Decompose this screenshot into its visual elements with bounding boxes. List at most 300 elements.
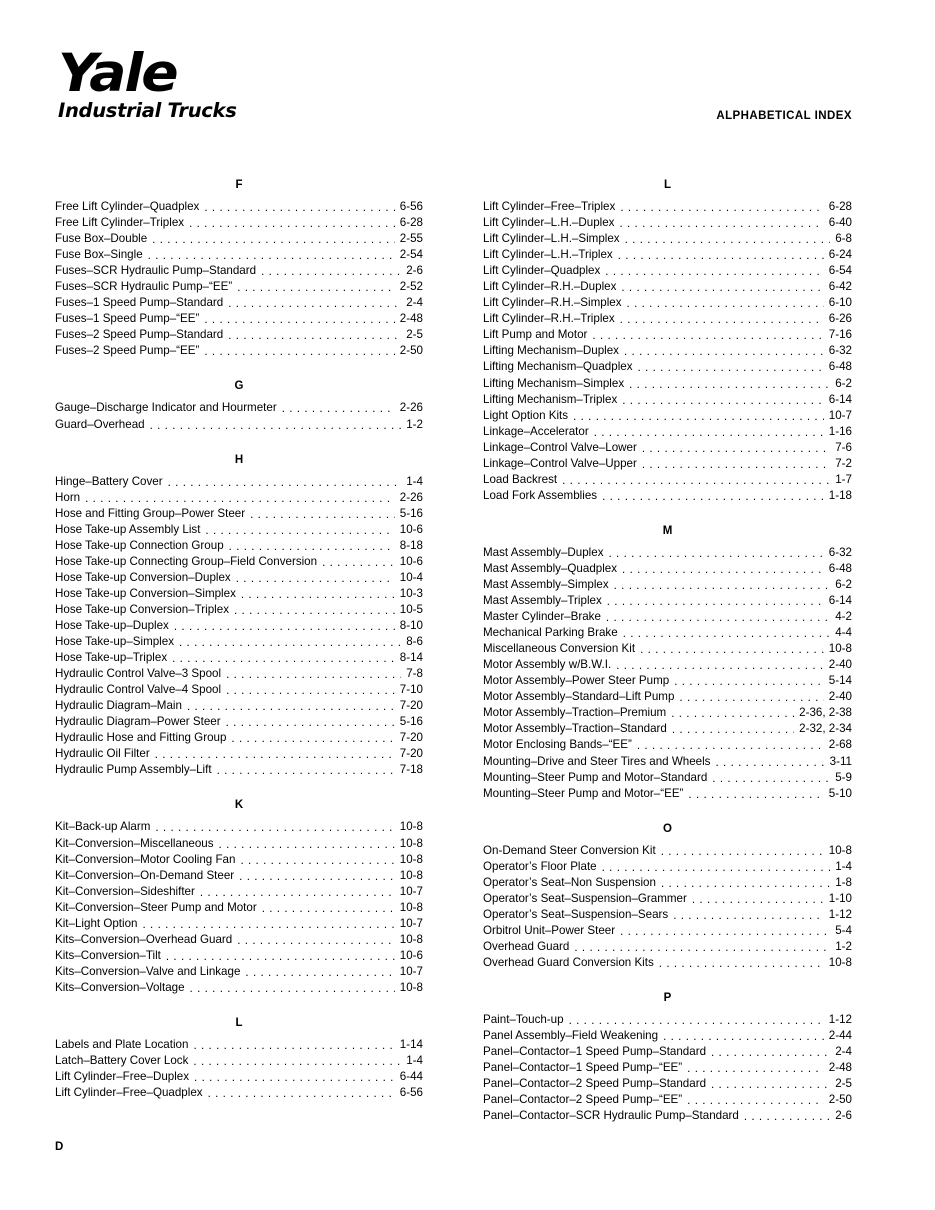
dot-leader — [642, 444, 830, 455]
index-section-g — [55, 379, 423, 432]
dot-leader — [228, 299, 401, 310]
index-entry-title: Hose Take-up–Duplex — [55, 618, 169, 632]
index-entry-title: Mounting–Steer Pump and Motor–Standard — [483, 770, 708, 784]
index-entry-page-number: 5-16 — [399, 715, 423, 729]
index-entry-page-number: 10-7 — [399, 884, 423, 898]
index-entry[interactable] — [55, 474, 423, 490]
dot-leader — [204, 347, 394, 358]
index-entry[interactable] — [55, 868, 423, 884]
index-entry[interactable] — [483, 392, 852, 408]
index-entry[interactable] — [483, 1028, 852, 1044]
index-entry[interactable] — [55, 819, 423, 835]
index-entry-title: Fuses–1 Speed Pump–“EE” — [55, 312, 200, 326]
index-entry[interactable] — [55, 964, 423, 980]
dot-leader — [155, 750, 395, 761]
index-entry[interactable] — [483, 1044, 852, 1060]
dot-leader — [226, 670, 401, 681]
index-entry-page-number: 1-12 — [828, 1013, 852, 1027]
index-entry-page-number: 2-5 — [406, 328, 423, 342]
index-entry-title: On-Demand Steer Conversion Kit — [483, 843, 656, 857]
dot-leader — [621, 283, 823, 294]
index-entry-title: Free Lift Cylinder–Triplex — [55, 216, 185, 230]
index-entry-title: Hose and Fitting Group–Power Steer — [55, 506, 246, 520]
index-entry-page-number: 6-28 — [828, 200, 852, 213]
index-entry-page-number: 10-5 — [399, 602, 423, 616]
index-entry-list — [55, 1037, 423, 1101]
dot-leader — [627, 299, 824, 310]
index-entry-title: Mast Assembly–Duplex — [483, 545, 604, 559]
index-entry[interactable] — [483, 488, 852, 504]
index-entry-page-number: 7-18 — [399, 763, 423, 777]
index-entry[interactable] — [55, 400, 423, 416]
index-entry-title: Gauge–Discharge Indicator and Hourmeter — [55, 401, 277, 415]
index-entry-title: Hydraulic Diagram–Main — [55, 699, 182, 713]
index-entry-title: Operator’s Seat–Suspension–Sears — [483, 907, 669, 921]
index-entry-title: Lift Cylinder–L.H.–Duplex — [483, 216, 615, 230]
index-entry-title: Horn — [55, 490, 81, 504]
index-entry-page-number: 1-2 — [406, 417, 423, 431]
index-entry[interactable] — [55, 295, 423, 311]
index-entry[interactable] — [483, 770, 852, 786]
index-entry[interactable] — [483, 561, 852, 577]
dot-leader — [638, 364, 824, 375]
index-entry[interactable] — [483, 359, 852, 375]
index-entry-page-number: 1-4 — [406, 1054, 423, 1068]
dot-leader — [687, 1096, 824, 1107]
index-entry-list — [55, 474, 423, 779]
index-entry[interactable] — [55, 666, 423, 682]
dot-leader — [711, 1048, 830, 1059]
index-entry[interactable] — [483, 424, 852, 440]
dot-leader — [609, 549, 824, 560]
index-entry[interactable] — [55, 199, 423, 215]
index-entry-title: Kit–Conversion–Steer Pump and Motor — [55, 900, 257, 914]
index-entry-list — [55, 819, 423, 996]
index-entry-page-number: 5-9 — [835, 770, 852, 784]
index-entry[interactable] — [483, 231, 852, 247]
index-entry-page-number: 10-7 — [828, 408, 852, 422]
index-entry[interactable] — [483, 472, 852, 488]
index-column-left — [55, 178, 423, 1101]
index-entry-title: Fuses–SCR Hydraulic Pump–Standard — [55, 264, 257, 278]
index-entry[interactable] — [483, 705, 852, 721]
index-entry[interactable] — [483, 907, 852, 923]
index-entry[interactable] — [483, 343, 852, 359]
index-entry-page-number: 2-6 — [835, 1109, 852, 1123]
dot-leader — [204, 315, 394, 326]
dot-leader — [190, 984, 395, 995]
dot-leader — [607, 597, 824, 608]
index-entry-page-number: 7-16 — [828, 328, 852, 342]
index-entry-page-number: 2-55 — [399, 232, 423, 246]
index-entry-page-number: 6-40 — [828, 216, 852, 230]
index-entry-page-number: 6-56 — [399, 1086, 423, 1100]
index-entry-page-number: 6-14 — [828, 392, 852, 406]
index-entry-title: Lift Cylinder–Free–Quadplex — [55, 1086, 203, 1100]
index-entry-page-number: 10-6 — [399, 554, 423, 568]
index-entry[interactable] — [483, 199, 852, 215]
index-entry[interactable] — [483, 593, 852, 609]
index-entry-title: Panel Assembly–Field Weakening — [483, 1029, 659, 1043]
dot-leader — [623, 629, 831, 640]
index-entry[interactable] — [55, 490, 423, 506]
index-entry[interactable] — [483, 1092, 852, 1108]
section-letter-heading: H — [234, 453, 244, 466]
index-entry-list — [483, 545, 852, 802]
index-entry[interactable] — [483, 295, 852, 311]
index-entry-title: Mast Assembly–Quadplex — [483, 561, 618, 575]
index-entry[interactable] — [483, 327, 852, 343]
index-entry[interactable] — [55, 948, 423, 964]
index-entry-title: Hydraulic Control Valve–3 Spool — [55, 667, 222, 681]
index-entry[interactable] — [55, 980, 423, 996]
index-entry[interactable] — [483, 625, 852, 641]
index-entry-page-number: 6-54 — [828, 264, 852, 278]
dot-leader — [671, 709, 794, 720]
index-entry-title: Fuses–2 Speed Pump–“EE” — [55, 344, 200, 358]
index-entry-title: Panel–Contactor–SCR Hydraulic Pump–Standard — [483, 1109, 739, 1123]
index-entry-page-number: 5-16 — [399, 506, 423, 520]
index-entry-title: Lift Cylinder–L.H.–Triplex — [483, 248, 613, 262]
dot-leader — [679, 693, 823, 704]
index-entry-page-number: 10-8 — [828, 955, 852, 969]
index-entry-page-number: 8-6 — [406, 635, 423, 649]
index-entry-page-number: 1-4 — [406, 474, 423, 488]
index-entry[interactable] — [483, 641, 852, 657]
index-entry-page-number: 2-68 — [828, 738, 852, 752]
dot-leader — [594, 428, 824, 439]
dot-leader — [629, 380, 830, 391]
dot-leader — [569, 1016, 824, 1027]
index-entry-list — [55, 199, 423, 359]
index-entry[interactable] — [55, 650, 423, 666]
index-entry-title: Hose Take-up Conversion–Duplex — [55, 570, 231, 584]
index-entry[interactable] — [483, 859, 852, 875]
index-entry[interactable] — [483, 456, 852, 472]
index-entry-page-number: 1-16 — [828, 424, 852, 438]
index-entry[interactable] — [55, 522, 423, 538]
index-entry-title: Kit–Conversion–Miscellaneous — [55, 836, 214, 850]
index-entry-page-number: 2-44 — [828, 1029, 852, 1043]
index-section-h — [55, 453, 423, 779]
index-entry-title: Panel–Contactor–2 Speed Pump–Standard — [483, 1077, 707, 1091]
index-entry[interactable] — [483, 843, 852, 859]
index-entry[interactable] — [55, 279, 423, 295]
dot-leader — [219, 840, 395, 851]
dot-leader — [172, 654, 395, 665]
index-entry-title: Mast Assembly–Triplex — [483, 594, 602, 608]
dot-leader — [228, 331, 401, 342]
brand-wordmark: Yale — [58, 43, 177, 104]
index-entry[interactable] — [483, 1012, 852, 1028]
index-entry-page-number: 10-3 — [399, 586, 423, 600]
index-entry[interactable] — [55, 1069, 423, 1085]
index-entry-page-number: 7-2 — [835, 456, 852, 470]
index-entry[interactable] — [483, 376, 852, 392]
section-letter-heading: G — [234, 380, 244, 393]
index-entry-page-number: 2-54 — [399, 248, 423, 262]
index-entry-title: Overhead Guard Conversion Kits — [483, 955, 654, 969]
index-entry[interactable] — [55, 263, 423, 279]
index-entry[interactable] — [55, 1053, 423, 1069]
index-entry[interactable] — [483, 657, 852, 673]
dot-leader — [179, 638, 401, 649]
index-entry-title: Operator’s Floor Plate — [483, 859, 597, 873]
dot-leader — [687, 1064, 824, 1075]
index-entry-title: Overhead Guard — [483, 939, 570, 953]
index-entry-list — [483, 843, 852, 971]
dot-leader — [166, 952, 395, 963]
index-entry[interactable] — [483, 737, 852, 753]
dot-leader — [661, 879, 830, 890]
index-section-l — [483, 178, 852, 504]
section-letter-heading: O — [663, 822, 672, 835]
dot-leader — [659, 959, 824, 970]
index-entry-page-number: 2-6 — [406, 264, 423, 278]
index-entry-page-number: 6-44 — [399, 1070, 423, 1084]
index-entry-title: Lift Pump and Motor — [483, 328, 588, 342]
index-entry[interactable] — [55, 417, 423, 433]
index-entry[interactable] — [55, 762, 423, 778]
index-entry[interactable] — [55, 215, 423, 231]
index-entry-title: Hose Take-up Connecting Group–Field Conversion — [55, 554, 318, 568]
index-entry[interactable] — [55, 852, 423, 868]
index-entry[interactable] — [483, 263, 852, 279]
index-entry-title: Motor Assembly–Traction–Standard — [483, 722, 667, 736]
index-entry-page-number: 8-14 — [399, 651, 423, 665]
index-entry-page-number: 6-2 — [835, 376, 852, 390]
dot-leader — [262, 904, 395, 915]
index-entry[interactable] — [55, 884, 423, 900]
index-entry-page-number: 6-56 — [399, 200, 423, 213]
index-entry-title: Kits–Conversion–Valve and Linkage — [55, 964, 241, 978]
index-entry[interactable] — [55, 618, 423, 634]
yale-brand-logo — [58, 43, 318, 122]
index-entry-title: Lift Cylinder–R.H.–Simplex — [483, 296, 622, 310]
index-entry[interactable] — [55, 932, 423, 948]
index-entry[interactable] — [483, 577, 852, 593]
index-entry[interactable] — [483, 673, 852, 689]
index-entry-page-number: 2-26 — [399, 401, 423, 415]
index-entry-page-number: 4-4 — [835, 626, 852, 640]
index-entry-page-number: 2-48 — [828, 1061, 852, 1075]
index-entry-list — [483, 1012, 852, 1124]
index-entry-title: Orbitrol Unit–Power Steer — [483, 923, 616, 937]
index-entry[interactable] — [483, 609, 852, 625]
index-entry[interactable] — [483, 1060, 852, 1076]
index-entry-page-number: 7-8 — [406, 667, 423, 681]
index-entry-title: Kits–Conversion–Overhead Guard — [55, 932, 233, 946]
index-entry-title: Operator’s Seat–Non Suspension — [483, 875, 656, 889]
dot-leader — [661, 847, 824, 858]
index-entry[interactable] — [55, 714, 423, 730]
index-entry-title: Load Backrest — [483, 472, 558, 486]
dot-leader — [208, 1089, 395, 1100]
index-entry[interactable] — [55, 634, 423, 650]
index-entry-title: Motor Assembly–Traction–Premium — [483, 706, 667, 720]
section-letter-heading: P — [663, 992, 672, 1005]
dot-leader — [155, 824, 394, 835]
index-entry[interactable] — [55, 682, 423, 698]
index-entry[interactable] — [483, 923, 852, 939]
dot-leader — [573, 412, 824, 423]
index-entry[interactable] — [483, 408, 852, 424]
dot-leader — [194, 1073, 395, 1084]
index-entry-title: Motor Enclosing Bands–“EE” — [483, 738, 632, 752]
dot-leader — [620, 927, 830, 938]
index-entry-page-number: 10-8 — [399, 852, 423, 866]
index-entry[interactable] — [483, 939, 852, 955]
index-entry-page-number: 5-14 — [828, 674, 852, 688]
index-entry[interactable] — [55, 698, 423, 714]
dot-leader — [250, 510, 395, 521]
index-entry-title: Lift Cylinder–R.H.–Triplex — [483, 312, 615, 326]
index-entry-page-number: 6-2 — [835, 577, 852, 591]
index-entry-title: Hose Take-up Conversion–Simplex — [55, 586, 236, 600]
index-entry-page-number: 6-32 — [828, 344, 852, 358]
index-entry-page-number: 10-8 — [399, 820, 423, 834]
index-entry-title: Kit–Conversion–On-Demand Steer — [55, 868, 235, 882]
index-entry-page-number: 10-8 — [399, 980, 423, 994]
index-column-right — [483, 178, 852, 1124]
dot-leader — [85, 494, 395, 505]
index-entry-page-number: 6-32 — [828, 545, 852, 559]
index-entry-title: Motor Assembly–Power Steer Pump — [483, 674, 670, 688]
index-entry-page-number: 2-52 — [399, 280, 423, 294]
brand-tagline: Industrial Trucks — [58, 99, 237, 122]
dot-leader — [229, 542, 395, 553]
index-entry-title: Operator’s Seat–Suspension–Grammer — [483, 891, 687, 905]
index-entry[interactable] — [55, 746, 423, 762]
index-entry-title: Hose Take-up–Simplex — [55, 635, 175, 649]
dot-leader — [616, 661, 824, 672]
index-entry-title: Miscellaneous Conversion Kit — [483, 642, 636, 656]
index-entry[interactable] — [483, 545, 852, 561]
index-entry[interactable] — [483, 1108, 852, 1124]
index-entry-title: Hydraulic Control Valve–4 Spool — [55, 683, 222, 697]
index-entry-title: Hose Take-up Connection Group — [55, 538, 224, 552]
index-entry[interactable] — [483, 440, 852, 456]
index-entry-title: Fuses–1 Speed Pump–Standard — [55, 296, 224, 310]
index-entry[interactable] — [483, 955, 852, 971]
dot-leader — [226, 718, 395, 729]
index-entry[interactable] — [55, 602, 423, 618]
index-entry-title: Master Cylinder–Brake — [483, 610, 601, 624]
index-section-f — [55, 178, 423, 359]
index-entry[interactable] — [483, 311, 852, 327]
index-entry-title: Panel–Contactor–1 Speed Pump–“EE” — [483, 1061, 683, 1075]
index-entry-page-number: 10-6 — [399, 948, 423, 962]
index-entry-list — [483, 199, 852, 504]
index-entry-page-number: 6-24 — [828, 248, 852, 262]
index-entry-page-number: 7-20 — [399, 731, 423, 745]
index-entry-page-number: 5-4 — [835, 923, 852, 937]
index-section-l — [55, 1016, 423, 1101]
dot-leader — [622, 396, 824, 407]
index-entry[interactable] — [483, 786, 852, 802]
index-entry-page-number: 10-8 — [399, 900, 423, 914]
dot-leader — [231, 734, 394, 745]
index-entry[interactable] — [483, 1076, 852, 1092]
index-entry[interactable] — [55, 343, 423, 359]
index-entry[interactable] — [483, 721, 852, 737]
index-entry-title: Motor Assembly w/B.W.I. — [483, 658, 612, 672]
index-entry[interactable] — [55, 327, 423, 343]
page-footer-marker: D — [55, 1141, 64, 1153]
dot-leader — [200, 888, 395, 899]
index-entry-page-number: 3-11 — [829, 754, 852, 768]
index-entry-title: Labels and Plate Location — [55, 1037, 189, 1051]
index-entry-page-number: 10-6 — [399, 522, 423, 536]
dot-leader — [620, 203, 823, 214]
index-entry-title: Lift Cylinder–R.H.–Duplex — [483, 280, 617, 294]
index-entry[interactable] — [55, 247, 423, 263]
index-entry[interactable] — [55, 916, 423, 932]
dot-leader — [602, 863, 831, 874]
index-entry[interactable] — [483, 247, 852, 263]
index-entry-page-number: 10-4 — [399, 570, 423, 584]
index-entry[interactable] — [483, 689, 852, 705]
index-entry[interactable] — [55, 231, 423, 247]
index-entry[interactable] — [483, 754, 852, 770]
index-entry-title: Linkage–Accelerator — [483, 424, 589, 438]
index-entry[interactable] — [483, 875, 852, 891]
index-entry[interactable] — [55, 836, 423, 852]
section-letter-heading: K — [234, 799, 244, 812]
dot-leader — [282, 405, 395, 416]
index-entry-title: Lift Cylinder–Quadplex — [483, 264, 601, 278]
index-entry[interactable] — [483, 215, 852, 231]
index-entry-page-number: 7-20 — [399, 747, 423, 761]
index-entry[interactable] — [55, 311, 423, 327]
index-entry[interactable] — [55, 554, 423, 570]
dot-leader — [241, 590, 395, 601]
index-entry-page-number: 6-28 — [399, 216, 423, 230]
index-entry-title: Fuses–SCR Hydraulic Pump–“EE” — [55, 280, 233, 294]
section-letter-heading: L — [235, 1016, 243, 1029]
dot-leader — [168, 478, 402, 489]
index-entry[interactable] — [55, 1037, 423, 1053]
index-entry-title: Hose Take-up–Triplex — [55, 651, 168, 665]
dot-leader — [663, 1032, 824, 1043]
index-entry-title: Latch–Battery Cover Lock — [55, 1054, 189, 1068]
index-entry[interactable] — [55, 538, 423, 554]
dot-leader — [574, 943, 830, 954]
index-entry[interactable] — [55, 570, 423, 586]
index-entry[interactable] — [55, 900, 423, 916]
dot-leader — [637, 742, 824, 753]
index-entry-title: Hydraulic Oil Filter — [55, 747, 150, 761]
dot-leader — [619, 219, 823, 230]
index-entry[interactable] — [55, 586, 423, 602]
index-entry[interactable] — [55, 730, 423, 746]
dot-leader — [261, 267, 401, 278]
index-entry[interactable] — [483, 891, 852, 907]
index-entry-title: Motor Assembly–Standard–Lift Pump — [483, 690, 675, 704]
index-entry[interactable] — [55, 506, 423, 522]
index-entry-title: Load Fork Assemblies — [483, 488, 598, 502]
index-entry-title: Kit–Light Option — [55, 916, 138, 930]
index-entry[interactable] — [55, 1085, 423, 1101]
index-entry-page-number: 10-8 — [399, 932, 423, 946]
index-entry-title: Fuses–2 Speed Pump–Standard — [55, 328, 224, 342]
index-entry-page-number: 7-6 — [835, 440, 852, 454]
dot-leader — [226, 686, 395, 697]
index-entry[interactable] — [483, 279, 852, 295]
index-entry-page-number: 1-4 — [835, 859, 852, 873]
index-entry-title: Lifting Mechanism–Duplex — [483, 344, 619, 358]
dot-leader — [642, 460, 830, 471]
